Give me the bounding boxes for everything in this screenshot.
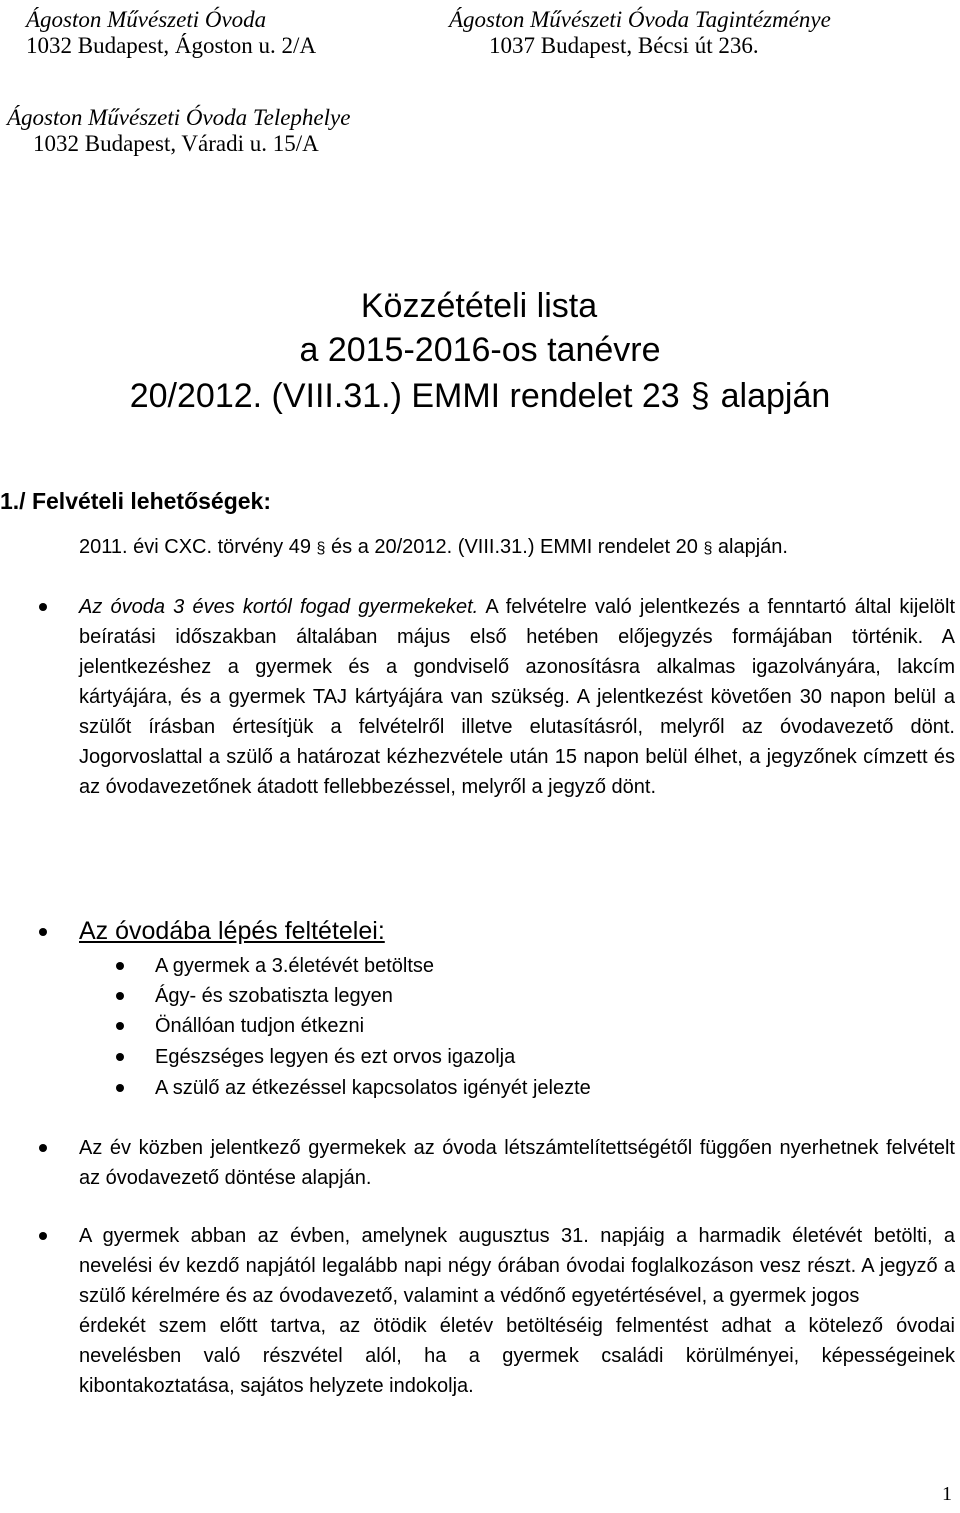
section-heading-conditions: Az óvodába lépés feltételei:	[79, 917, 385, 945]
law-ref-part-2: és a 20/2012. (VIII.31.) EMMI rendelet 20	[331, 536, 698, 558]
branch-name: Ágoston Művészeti Óvoda Tagintézménye	[449, 7, 831, 32]
title-line-1: Közzétételi lista	[360, 287, 598, 325]
admission-age-text: Az óvoda 3 éves kortól fogad gyermekeket.	[79, 596, 479, 618]
list-item: Egészséges legyen és ezt orvos igazolja	[155, 1046, 516, 1068]
header-site-address	[7, 105, 350, 157]
section-symbol: §	[690, 377, 710, 415]
midyear-admission-paragraph: Az év közben jelentkező gyermekek az óvoda létszámtelítettségétől függően nyerhetnek felvételt az óvodavezető döntése alapján.	[79, 1137, 955, 1189]
title-line-2: a 2015-2016-os tanévre	[299, 331, 661, 369]
list-item: Ágy- és szobatiszta legyen	[155, 985, 393, 1007]
law-reference	[79, 535, 788, 561]
institution-name: Ágoston Művészeti Óvoda	[26, 7, 267, 32]
page-number: 1	[942, 1483, 952, 1505]
section-heading-admission: 1./ Felvételi lehetőségek:	[0, 488, 272, 514]
header-left-address	[26, 7, 316, 59]
list-item: A szülő az étkezéssel kapcsolatos igényét jelezte	[155, 1077, 591, 1099]
branch-address: 1037 Budapest, Bécsi út 236.	[489, 33, 759, 58]
document-subtitle	[0, 330, 960, 370]
bullet-icon	[39, 928, 47, 936]
bullet-icon	[39, 1232, 47, 1240]
bullet-icon	[39, 1144, 47, 1152]
admission-paragraph	[79, 592, 955, 802]
law-ref-part-1: 2011. évi CXC. törvény 49	[79, 536, 311, 558]
compulsory-attendance-text-1: A gyermek abban az évben, amelynek augusztus 31. napjáig a harmadik életévét betölti, a nevelési év kezdő napjától legalább napi négy órában óvodai foglalkozáson vesz részt. A jegyző a szülő kérelmére és az óvodavezető, valamint a védőnő egyetértésével, a gyermek jogos	[79, 1225, 955, 1307]
law-ref-part-3: alapján.	[717, 536, 788, 558]
title-line-3-after: alapján	[720, 377, 831, 415]
bullet-icon	[116, 1053, 124, 1061]
site-address: 1032 Budapest, Váradi u. 15/A	[33, 131, 319, 156]
document-title	[0, 286, 959, 326]
document-legal-basis	[0, 376, 960, 416]
admission-details-text: A felvételre való jelentkezés a fenntartó által kijelölt beíratási időszakban általában május első hetében előjegyzés formájában történik. A jelentkezéshez a gyermek és a gondviselő azonosításra alkalmas igazolványára, lakcím kártyájára, és a gyermek TAJ kártyájára van szükség. A jelentkezést követően 30 napon belül a szülőt írásban értesítjük a felvételről illetve elutasításról, melyről az óvodavezető dönt. Jogorvoslattal a szülő a határozat kézhezvétele után 15 napon belül élhet, a jegyzőnek címzett és az óvodavezetőnek átadott fellebbezéssel, melyről a jegyző dönt.	[79, 596, 956, 798]
law-section-symbol: §	[316, 540, 326, 557]
law-section-symbol-2: §	[703, 540, 713, 557]
bullet-icon	[39, 603, 47, 611]
bullet-icon	[116, 1022, 124, 1030]
bullet-icon	[116, 992, 124, 1000]
institution-address: 1032 Budapest, Ágoston u. 2/A	[26, 33, 317, 58]
list-item: Önállóan tudjon étkezni	[155, 1015, 365, 1037]
compulsory-attendance-paragraph	[79, 1221, 955, 1401]
compulsory-attendance-text-2: érdekét szem előtt tartva, az ötödik életév betöltéséig felmentést adhat a kötelező óvodai nevelésben való részvétel alól, ha a gyermek családi körülményei, képességeinek kibontakoztatása, sajátos helyzete indokolja.	[79, 1315, 955, 1397]
site-name: Ágoston Művészeti Óvoda Telephelye	[7, 105, 351, 130]
bullet-icon	[116, 1084, 124, 1092]
header-right-address	[449, 7, 831, 59]
list-item: A gyermek a 3.életévét betöltse	[155, 955, 435, 977]
bullet-icon	[116, 962, 124, 970]
title-line-3-before: 20/2012. (VIII.31.) EMMI rendelet 23	[129, 377, 680, 415]
